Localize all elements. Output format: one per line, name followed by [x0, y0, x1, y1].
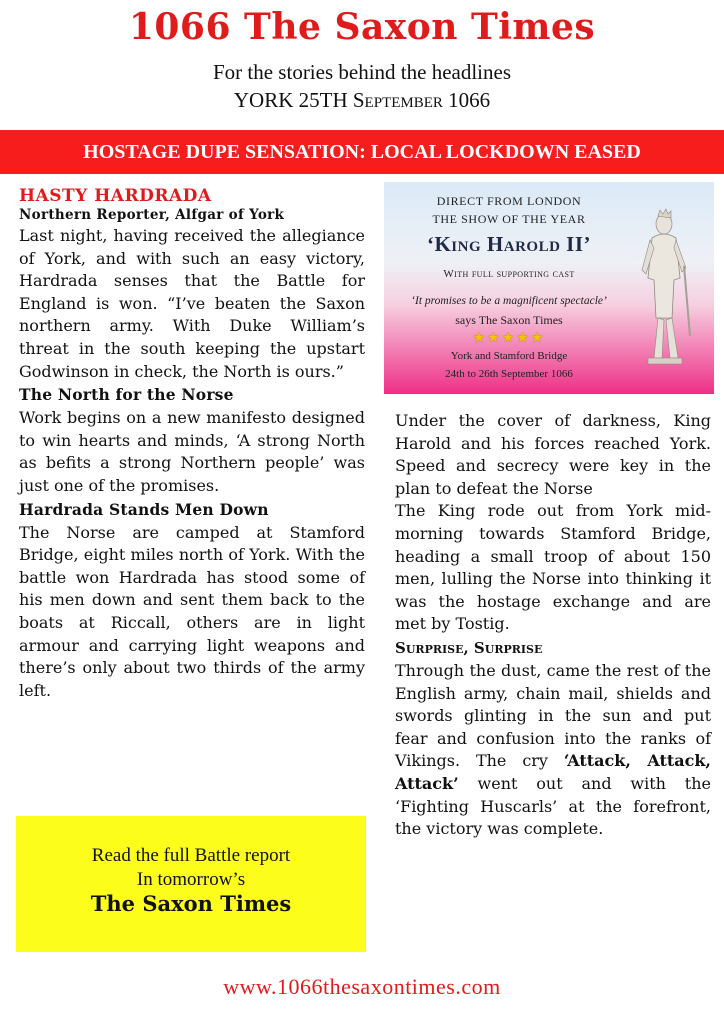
article-paragraph: Last night, having received the allegiance of York, and with such an easy victory, Hardrada senses that the Battle for England is won. “I’ve beaten the Saxon northern army. With Duke William’s threat in the south keeping the upstart Godwinson in check, the North is ours.” [19, 226, 365, 381]
right-column [395, 410, 711, 841]
advert-title: ‘King Harold II’ [426, 232, 591, 256]
paragraph-text: went out and with the ‘Fighting Huscarls’ at the forefront, the victory was complete. [395, 773, 711, 839]
show-advert [384, 182, 714, 394]
subheading: The North for the Norse [19, 385, 234, 405]
star-rating-icon: ★★★★★ [472, 331, 546, 346]
advert-cast: With full supporting cast [443, 268, 575, 280]
paragraph-text: Through the dust, came the rest of the English army, chain mail, shields and swords glinting in the sun and put fear and confusion into the ranks of Vikings. The cry [395, 660, 711, 771]
article-paragraph: Work begins on a new manifesto designed to win hearts and minds, ‘A strong North as befits a strong Northern people’ was just one of the promises. [19, 408, 365, 495]
advert-venue: York and Stamford Bridge [450, 350, 568, 362]
battle-cry: ‘Attack, Attack, Attack’ [395, 751, 711, 793]
tagline: For the stories behind the headlines [212, 60, 512, 84]
promo-line-1: Read the full Battle report [91, 845, 291, 866]
advert-attribution: says The Saxon Times [455, 313, 563, 327]
advert-dates: 24th to 26th September 1066 [445, 368, 573, 380]
advert-pre-line-1: DIRECT FROM LONDON [436, 194, 582, 208]
article-paragraph [395, 660, 711, 841]
king-statue-icon [628, 208, 698, 368]
article-kicker: HASTY HARDRADA [19, 186, 212, 206]
left-column [19, 186, 365, 702]
article-paragraph: Under the cover of darkness, King Harold and his forces reached York. Speed and secrecy were key in the plan to defeat the Norse [395, 411, 711, 498]
article-paragraph: The Norse are camped at Stamford Bridge, eight miles north of York. With the battle won Hardrada has stood some of his men down and sent them back to the boats at Riccall, others are in light armour and carrying light weapons and there’s only about two thirds of the army left. [19, 522, 365, 700]
masthead-title: 1066 The Saxon Times [128, 6, 596, 48]
advert-pre-line-2: THE SHOW OF THE YEAR [432, 212, 586, 226]
dateline: YORK 25TH September 1066 [233, 88, 491, 112]
footer-url[interactable]: www.1066thesaxontimes.com [223, 974, 501, 999]
promo-line-2: In tomorrow’s [136, 869, 246, 890]
promo-masthead: The Saxon Times [90, 891, 292, 916]
article-paragraph: The King rode out from York mid-morning towards Stamford Bridge, heading a small troop of about 150 men, lulling the Norse into thinking it was the hostage exchange and are met by Tostig. [395, 501, 711, 634]
subheading: Hardrada Stands Men Down [19, 499, 269, 519]
subheading: Surprise, Surprise [395, 638, 543, 657]
advert-quote: ‘It promises to be a magnificent spectacle’ [411, 295, 607, 307]
promo-box [16, 816, 366, 952]
byline: Northern Reporter, Alfgar of York [19, 207, 285, 223]
headline-banner: HOSTAGE DUPE SENSATION: LOCAL LOCKDOWN EASED [0, 130, 724, 174]
